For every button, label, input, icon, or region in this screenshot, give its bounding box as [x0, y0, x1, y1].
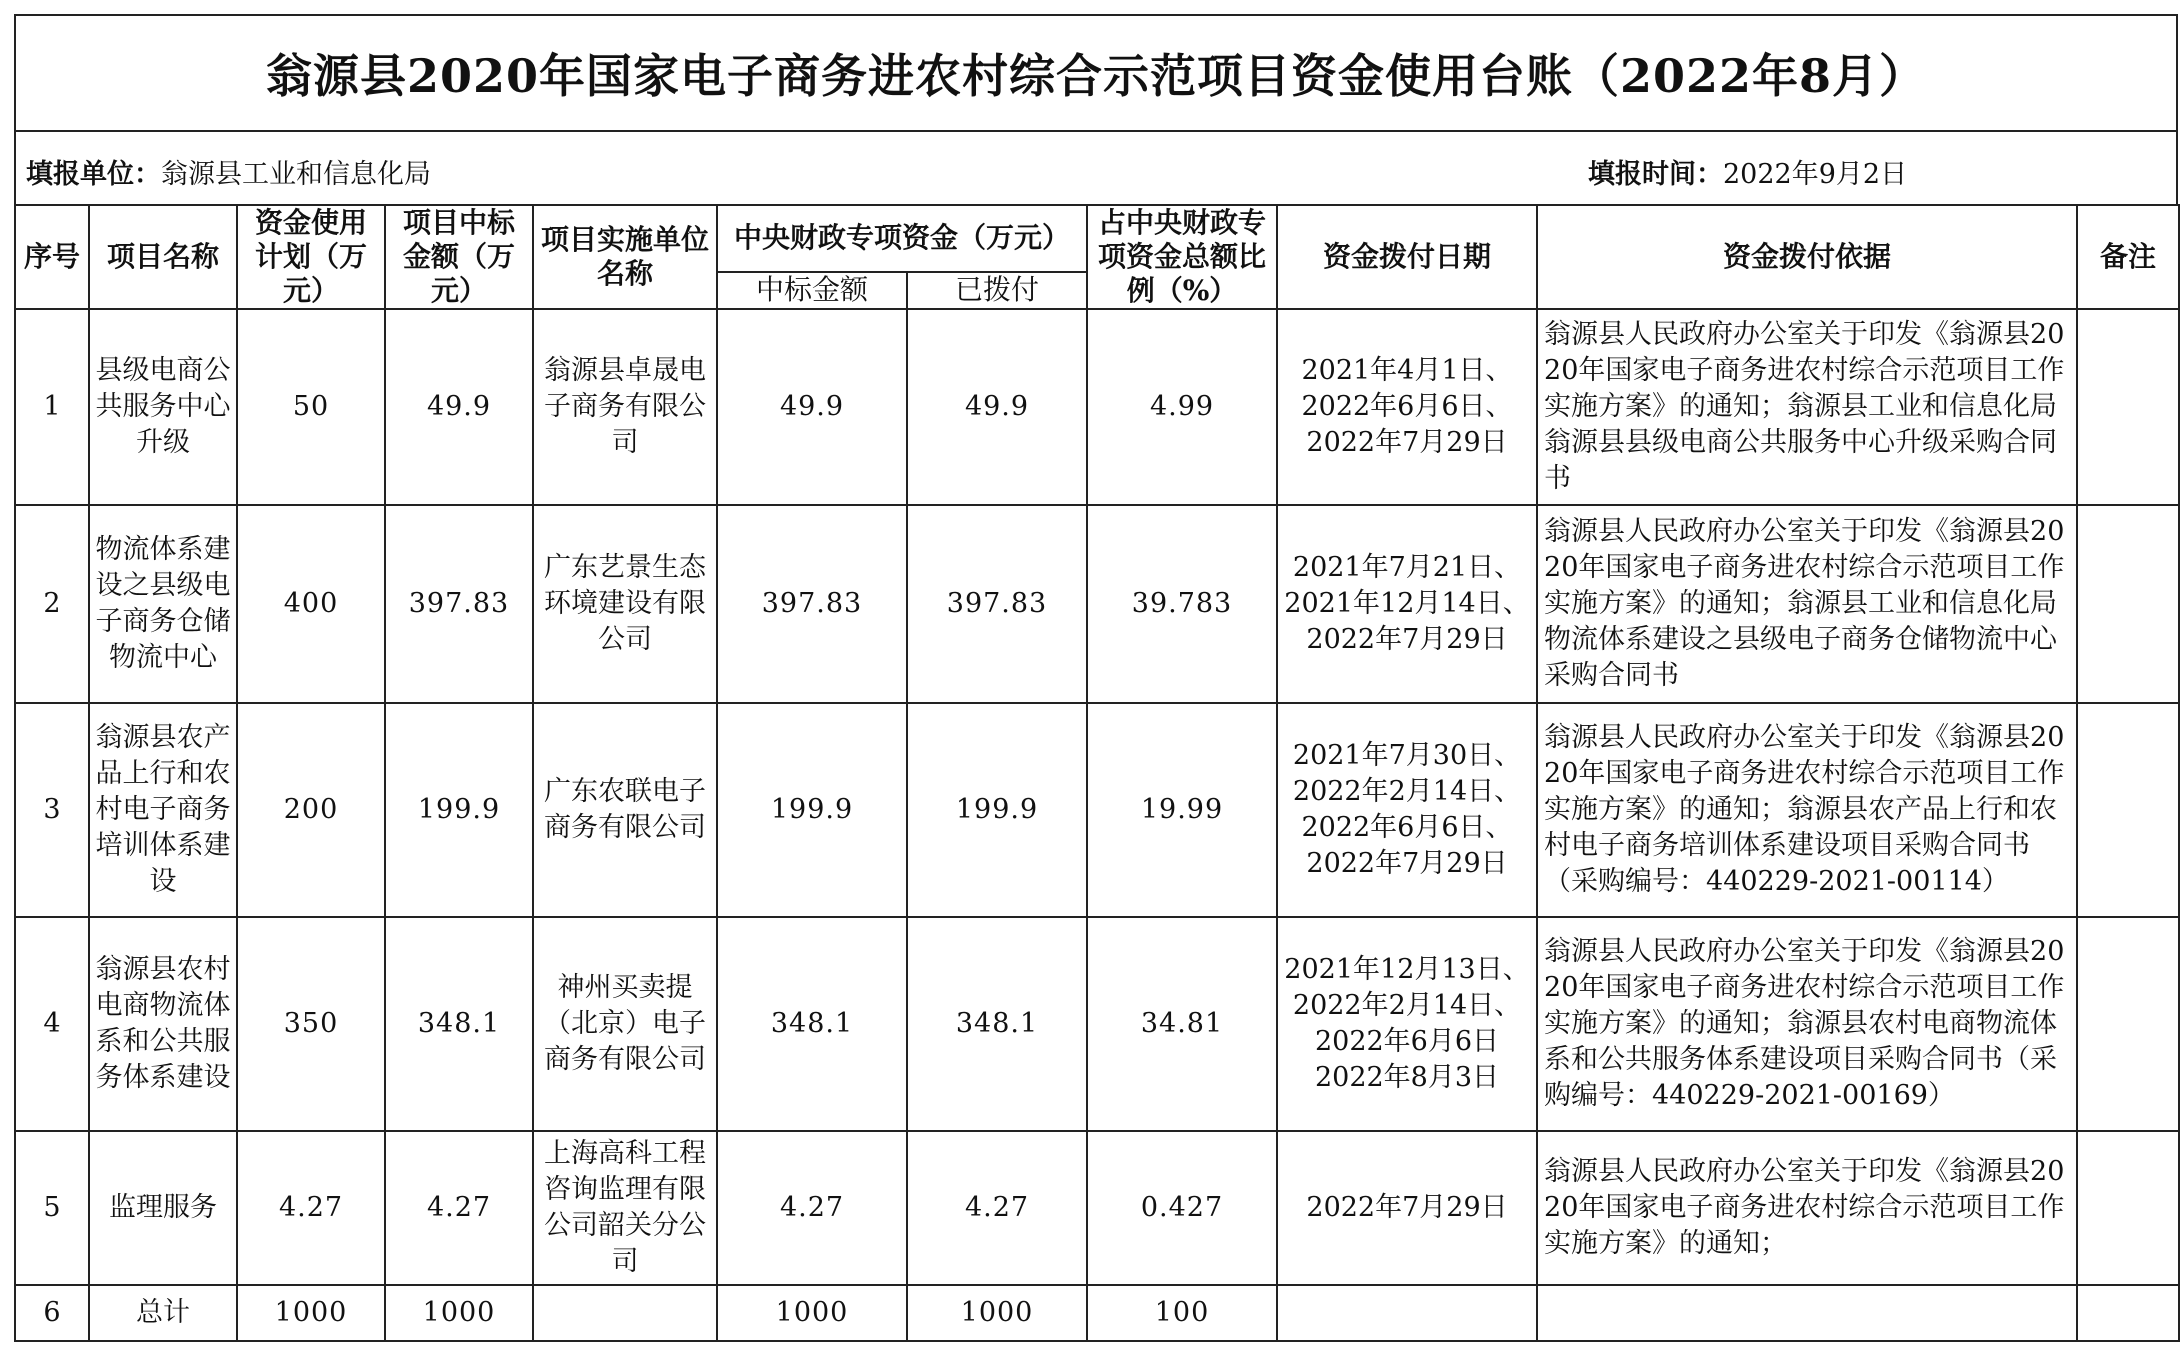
- cell-project-name: 县级电商公共服务中心升级: [89, 309, 237, 505]
- disbursement-date-line: 2022年6月6日: [1314, 1026, 1500, 1057]
- cell-ratio: 39.783: [1087, 505, 1277, 703]
- cell-note: [2077, 309, 2179, 505]
- total-cell-ratio: 100: [1087, 1285, 1277, 1341]
- cell-central-paid: 4.27: [907, 1131, 1087, 1285]
- disbursement-date-line: 2021年12月14日、: [1284, 588, 1530, 619]
- total-cell-disbursement-basis: [1537, 1285, 2077, 1341]
- header-project-name: 项目名称: [89, 205, 237, 309]
- total-cell-central-paid: 1000: [907, 1285, 1087, 1341]
- cell-central-bid: 397.83: [717, 505, 907, 703]
- cell-plan: 50: [237, 309, 385, 505]
- cell-ratio: 34.81: [1087, 917, 1277, 1131]
- cell-disbursement-date: [1277, 505, 1537, 703]
- cell-seq: 4: [15, 917, 89, 1131]
- cell-plan: 350: [237, 917, 385, 1131]
- disbursement-date-line: 2021年12月13日、: [1284, 954, 1530, 985]
- cell-central-bid: 348.1: [717, 917, 907, 1131]
- cell-bid-amount: 397.83: [385, 505, 533, 703]
- fund-ledger-table: [14, 204, 2180, 1342]
- cell-bid-amount: 4.27: [385, 1131, 533, 1285]
- cell-plan: 4.27: [237, 1131, 385, 1285]
- header-implementer: 项目实施单位名称: [533, 205, 717, 309]
- disbursement-date-line: 2022年2月14日、: [1292, 990, 1522, 1021]
- disbursement-date-line: 2021年7月30日、: [1292, 740, 1522, 771]
- cell-ratio: 19.99: [1087, 703, 1277, 917]
- disbursement-date-line: 2022年7月29日: [1306, 1192, 1508, 1223]
- document-title: 翁源县2020年国家电子商务进农村综合示范项目资金使用台账（2022年8月）: [14, 14, 2178, 132]
- disbursement-date-line: 2021年4月1日、: [1301, 355, 1513, 386]
- total-cell-project-name: 总计: [89, 1285, 237, 1341]
- reporting-unit-value: 翁源县工业和信息化局: [161, 159, 431, 190]
- cell-disbursement-date: [1277, 917, 1537, 1131]
- cell-disbursement-date: [1277, 1131, 1537, 1285]
- cell-plan: 200: [237, 703, 385, 917]
- cell-central-paid: 397.83: [907, 505, 1087, 703]
- cell-central-paid: 199.9: [907, 703, 1087, 917]
- disbursement-date-line: 2021年7月21日、: [1292, 552, 1522, 583]
- cell-project-name: 翁源县农产品上行和农村电子商务培训体系建设: [89, 703, 237, 917]
- header-central-paid: 已拨付: [907, 272, 1087, 309]
- cell-implementer: 上海高科工程咨询监理有限公司韶关分公司: [533, 1131, 717, 1285]
- cell-seq: 2: [15, 505, 89, 703]
- disbursement-date-line: 2022年7月29日: [1306, 624, 1508, 655]
- total-cell-central-bid: 1000: [717, 1285, 907, 1341]
- total-cell-note: [2077, 1285, 2179, 1341]
- ledger-body: [15, 309, 2179, 1341]
- header-seq: 序号: [15, 205, 89, 309]
- report-meta: [14, 132, 2178, 204]
- cell-project-name: 监理服务: [89, 1131, 237, 1285]
- total-row: [15, 1285, 2179, 1341]
- header-disbursement-date: 资金拨付日期: [1277, 205, 1537, 309]
- cell-central-bid: 199.9: [717, 703, 907, 917]
- cell-implementer: 广东农联电子商务有限公司: [533, 703, 717, 917]
- header-ratio: 占中央财政专项资金总额比例（%）: [1087, 205, 1277, 309]
- cell-note: [2077, 1131, 2179, 1285]
- cell-project-name: 物流体系建设之县级电子商务仓储物流中心: [89, 505, 237, 703]
- reporting-unit-label: 填报单位：: [26, 159, 161, 190]
- cell-central-paid: 348.1: [907, 917, 1087, 1131]
- cell-implementer: 广东艺景生态环境建设有限公司: [533, 505, 717, 703]
- reporting-unit: [26, 152, 431, 191]
- disbursement-date-line: 2022年2月14日、: [1292, 776, 1522, 807]
- reporting-time-label: 填报时间：: [1588, 159, 1723, 190]
- total-cell-implementer: [533, 1285, 717, 1341]
- reporting-time: [1588, 152, 1907, 191]
- table-row: [15, 703, 2179, 917]
- disbursement-date-line: 2022年7月29日: [1306, 427, 1508, 458]
- cell-note: [2077, 917, 2179, 1131]
- table-row: [15, 309, 2179, 505]
- cell-disbursement-date: [1277, 309, 1537, 505]
- cell-ratio: 4.99: [1087, 309, 1277, 505]
- reporting-time-value: 2022年9月2日: [1723, 159, 1908, 190]
- cell-bid-amount: 49.9: [385, 309, 533, 505]
- cell-seq: 3: [15, 703, 89, 917]
- total-cell-seq: 6: [15, 1285, 89, 1341]
- cell-implementer: 翁源县卓晟电子商务有限公司: [533, 309, 717, 505]
- cell-bid-amount: 348.1: [385, 917, 533, 1131]
- cell-disbursement-basis: 翁源县人民政府办公室关于印发《翁源县2020年国家电子商务进农村综合示范项目工作实施方案》的通知；: [1537, 1131, 2077, 1285]
- total-cell-bid-amount: 1000: [385, 1285, 533, 1341]
- total-cell-disbursement-date: [1277, 1285, 1537, 1341]
- cell-note: [2077, 505, 2179, 703]
- cell-disbursement-basis: 翁源县人民政府办公室关于印发《翁源县2020年国家电子商务进农村综合示范项目工作实施方案》的通知；翁源县工业和信息化局物流体系建设之县级电子商务仓储物流中心采购合同书: [1537, 505, 2077, 703]
- cell-disbursement-basis: 翁源县人民政府办公室关于印发《翁源县2020年国家电子商务进农村综合示范项目工作实施方案》的通知；翁源县农产品上行和农村电子商务培训体系建设项目采购合同书（采购编号：440229-2021-00114）: [1537, 703, 2077, 917]
- table-row: [15, 1131, 2179, 1285]
- cell-ratio: 0.427: [1087, 1131, 1277, 1285]
- total-cell-plan: 1000: [237, 1285, 385, 1341]
- cell-seq: 5: [15, 1131, 89, 1285]
- disbursement-date-line: 2022年8月3日: [1314, 1062, 1500, 1093]
- header-plan: 资金使用计划（万元）: [237, 205, 385, 309]
- cell-implementer: 神州买卖提（北京）电子商务有限公司: [533, 917, 717, 1131]
- cell-disbursement-date: [1277, 703, 1537, 917]
- cell-central-bid: 4.27: [717, 1131, 907, 1285]
- disbursement-date-line: 2022年6月6日、: [1301, 391, 1513, 422]
- cell-seq: 1: [15, 309, 89, 505]
- header-central-fund: 中央财政专项资金（万元）: [717, 205, 1087, 272]
- header-disbursement-basis: 资金拨付依据: [1537, 205, 2077, 309]
- cell-central-bid: 49.9: [717, 309, 907, 505]
- ledger-sheet: [14, 14, 2178, 1342]
- cell-central-paid: 49.9: [907, 309, 1087, 505]
- header-central-bid: 中标金额: [717, 272, 907, 309]
- cell-plan: 400: [237, 505, 385, 703]
- disbursement-date-line: 2022年7月29日: [1306, 848, 1508, 879]
- cell-disbursement-basis: 翁源县人民政府办公室关于印发《翁源县2020年国家电子商务进农村综合示范项目工作实施方案》的通知；翁源县农村电商物流体系和公共服务体系建设项目采购合同书（采购编号：440229-2021-00169）: [1537, 917, 2077, 1131]
- table-row: [15, 917, 2179, 1131]
- cell-project-name: 翁源县农村电商物流体系和公共服务体系建设: [89, 917, 237, 1131]
- cell-bid-amount: 199.9: [385, 703, 533, 917]
- table-row: [15, 505, 2179, 703]
- header-note: 备注: [2077, 205, 2179, 309]
- disbursement-date-line: 2022年6月6日、: [1301, 812, 1513, 843]
- header-bid-amount: 项目中标金额（万元）: [385, 205, 533, 309]
- cell-note: [2077, 703, 2179, 917]
- cell-disbursement-basis: 翁源县人民政府办公室关于印发《翁源县2020年国家电子商务进农村综合示范项目工作实施方案》的通知；翁源县工业和信息化局翁源县县级电商公共服务中心升级采购合同书: [1537, 309, 2077, 505]
